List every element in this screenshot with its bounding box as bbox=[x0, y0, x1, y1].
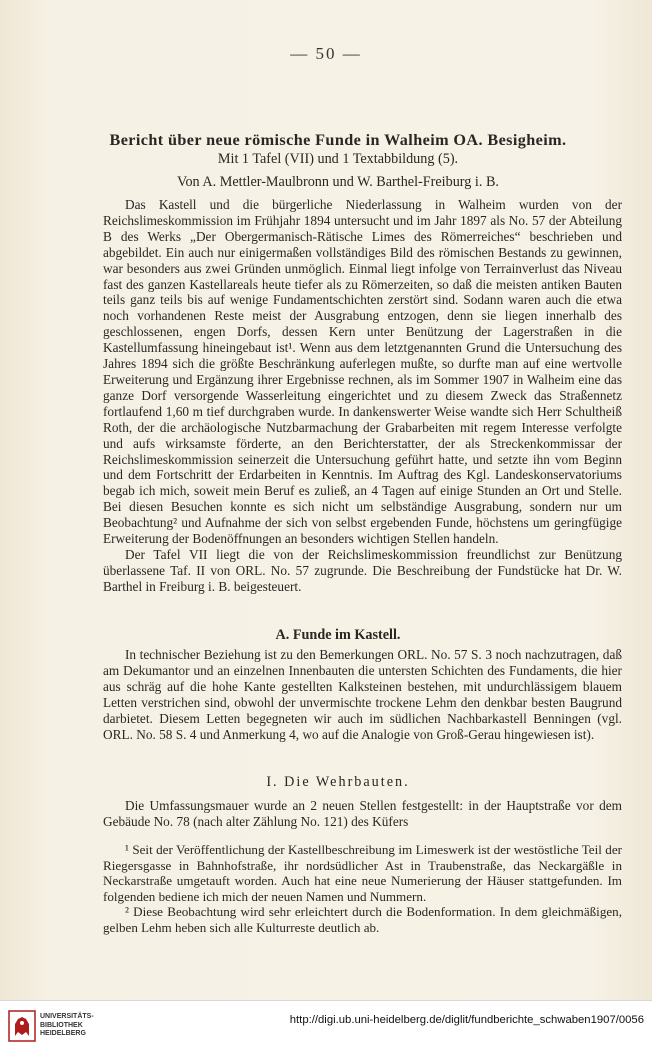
footnotes bbox=[103, 842, 622, 936]
article-subtitle: Mit 1 Tafel (VII) und 1 Textabbildung (5). bbox=[217, 151, 459, 167]
heidelberg-lion-logo-icon[interactable] bbox=[8, 1010, 36, 1042]
paragraph: Der Tafel VII liegt die von der Reichslimeskommission freundlichst zur Benützung überlassene Taf. II von ORL. No. 57 zugrunde. Die Beschreibung der Fundstücke hat Dr. W. Barthel in Freiburg i. B. beigesteuert. bbox=[103, 546, 622, 594]
intro-section bbox=[103, 197, 622, 595]
institution-line: HEIDELBERG bbox=[40, 1030, 86, 1037]
article-title: Bericht über neue römische Funde in Walheim OA. Besigheim. bbox=[109, 131, 567, 149]
subsection-heading: I. Die Wehrbauten. bbox=[266, 774, 410, 790]
viewer-footer bbox=[0, 1000, 652, 1053]
section-heading: A. Funde im Kastell. bbox=[275, 627, 401, 643]
subsection-text bbox=[103, 798, 622, 830]
institution-name bbox=[40, 1013, 94, 1039]
footnote: ² Diese Beobachtung wird sehr erleichtert durch die Bodenformation. In dem gleichmäßigen, gelben Lehm heben sich alle Kulturreste deutlich ab. bbox=[103, 904, 622, 935]
source-url-link[interactable]: http://digi.ub.uni-heidelberg.de/diglit/fundberichte_schwaben1907/0056 bbox=[289, 1014, 644, 1026]
institution-line: UNIVERSITÄTS- bbox=[40, 1013, 94, 1020]
section-a-text bbox=[103, 647, 622, 742]
paragraph: In technischer Beziehung ist zu den Bemerkungen ORL. No. 57 S. 3 noch nachzutragen, daß am Dekumantor und an einzelnen Innenbauten die untersten Schichten des Fundaments, die hier aus schräg auf die hohe Kante gestellten Kalksteinen bestehen, mit undurchlässigem blauem Letten verstrichen sind, obwohl der unvermischte trockene Lehm den denkbar besten Baugrund darbietet. Diesem Letten begegneten wir auch im südlichen Nachbarkastell Benningen (vgl. ORL. No. 58 S. 4 und Anmerkung 4, wo auf die Analogie von Groß-Gerau hingewiesen ist). bbox=[103, 647, 622, 742]
page-number: — 50 — bbox=[290, 44, 362, 63]
article-authors: Von A. Mettler-Maulbronn und W. Barthel-Freiburg i. B. bbox=[177, 174, 499, 190]
paragraph: Das Kastell und die bürgerliche Niederlassung in Walheim wurden von der Reichslimeskommission im Frühjahr 1894 untersucht und im Jahr 1897 als No. 57 der Abteilung B des Werks „Der Obergermanisch-Rätische Limes des Römerreiches“ beschrieben und abgebildet. Ein auch nur einigermaßen vollständiges Bild des römischen Bestands zu gewinnen, war besonders aus zwei Gründen unmöglich. Einmal liegt infolge von Terrainverlust das Niveau fast des ganzen Kastellareals heute tiefer als zu Römerzeiten, so daß die meisten antiken Bauten teils ganz teils bis auf wenige Fundamentschichten zerstört sind. Sodann waren auch die etwa noch vorhandenen Reste meist der Ausgrabung entzogen, denn sie liegen innerhalb des geschlossenen, engen Dorfs, dessen Kern unter Benützung der Lagerstraßen in die Kastellumfassung hineingebaut ist¹. Wenn aus dem letztgenannten Grund die Untersuchung des Jahres 1894 sich die größte Beschränkung auferlegen mußte, so durfte man auf eine wertvolle Erweiterung und Ergänzung ihrer Ergebnisse rechnen, als im Sommer 1907 in Walheim eine das ganze Dorf versorgende Wasserleitung eingerichtet und zu diesem Zweck das Straßennetz fortlaufend 1,60 m tief durchgraben wurde. In dankenswerter Weise wandte sich Herr Schultheiß Roth, der die archäologische Nutzbarmachung der Grabarbeiten mit regem Interesse verfolgte und aufs wirksamste förderte, an den Berichterstatter, der als Streckenkommissar der Reichslimeskommission seinerzeit die Untersuchung geführt hatte, und setzte ihn vom Beginn und dem Fortschritt der Erdarbeiten in Kenntnis. Im Auftrag des Kgl. Landeskonservatoriums begab ich mich, soweit mein Beruf es zuließ, an 4 Tagen auf einige Stunden an Ort und Stelle. Bei diesen Besuchen konnte es sich nicht um selbständige Ausgrabung, sondern nur um Beobachtung² und Aufnahme der sich von selbst ergebenden Funde, höchstens um geringfügige Erweiterung der Bodenöffnungen an besonders wichtigen Stellen handeln. bbox=[103, 197, 622, 547]
institution-line: BIBLIOTHEK bbox=[40, 1021, 83, 1029]
paragraph: Die Umfassungsmauer wurde an 2 neuen Stellen festgestellt: in der Hauptstraße vor dem Gebäude No. 78 (nach alter Zählung No. 121) des Küfers bbox=[103, 798, 622, 829]
footnote: ¹ Seit der Veröffentlichung der Kastellbeschreibung im Limeswerk ist der westöstliche Teil der Riegersgasse in Bahnhofstraße, ihr nordsüdlicher Ast in Traubenstraße, das Neckargäßle in Neckarstraße umgetauft worden. Auch hat eine neue Numerierung der Häuser stattgefunden. Im folgenden bediene ich mich der neuen Namen und Nummern. bbox=[103, 842, 622, 904]
